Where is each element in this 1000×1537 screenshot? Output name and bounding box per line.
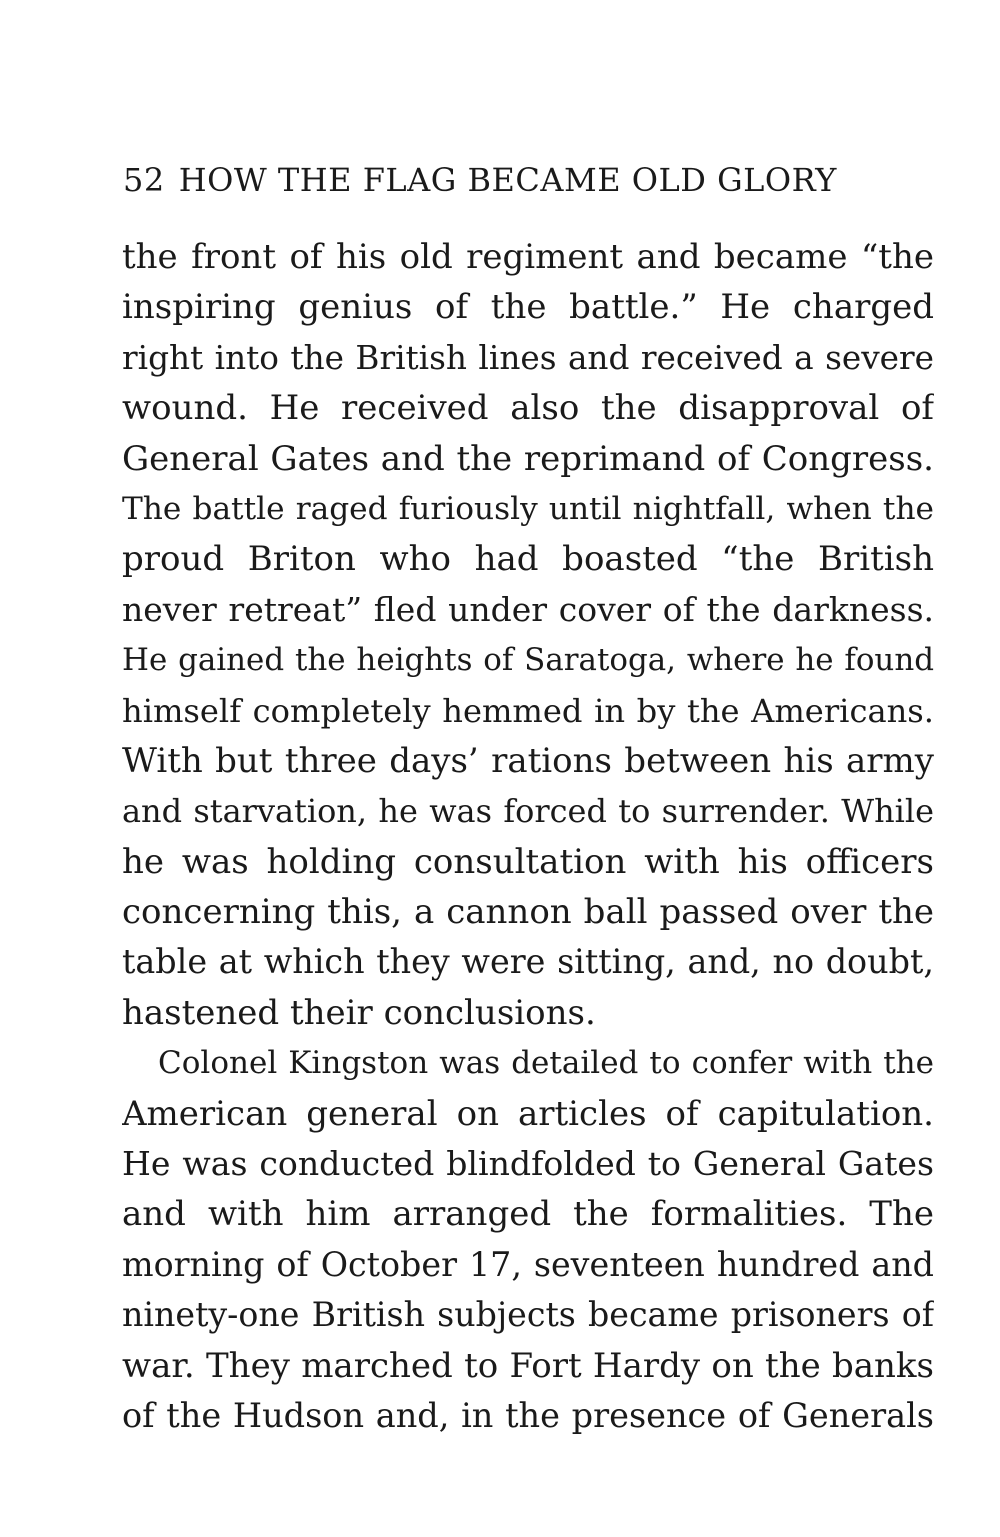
text-line: With but three days’ rations between his army — [122, 740, 934, 781]
text-line: hastened their conclusions. — [122, 992, 596, 1033]
running-title: HOW THE FLAG BECAME OLD GLORY — [178, 161, 837, 199]
text-line: He gained the heights of Saratoga, where he found — [122, 642, 934, 679]
body-text — [122, 232, 934, 1441]
text-line: and starvation, he was forced to surrender. While — [122, 792, 934, 831]
text-line: the front of his old regiment and became “the — [122, 237, 934, 277]
text-line: General Gates and the reprimand of Congress. — [122, 438, 934, 479]
paragraph-1 — [122, 232, 934, 1038]
running-head — [123, 160, 923, 200]
text-line: American general on articles of capitulation. — [122, 1093, 934, 1134]
text-line: Colonel Kingston was detailed to confer with the — [158, 1045, 934, 1082]
text-line: proud Briton who had boasted “the British — [122, 539, 934, 580]
text-line: never retreat” fled under cover of the darkness. — [122, 589, 934, 629]
text-line: he was holding consultation with his officers — [122, 841, 934, 882]
text-line: war. They marched to Fort Hardy on the banks — [122, 1345, 934, 1386]
text-line: and with him arranged the formalities. The — [122, 1194, 934, 1235]
text-line: The battle raged furiously until nightfall, when the — [122, 490, 934, 527]
text-line: himself completely hemmed in by the Americans. — [122, 691, 934, 730]
text-line: of the Hudson and, in the presence of Generals — [122, 1395, 934, 1435]
text-line: ninety-one British subjects became prisoners of — [122, 1295, 934, 1335]
text-line: morning of October 17, seventeen hundred and — [122, 1244, 934, 1284]
text-line: table at which they were sitting, and, no doubt, — [122, 942, 934, 982]
text-line: concerning this, a cannon ball passed over the — [122, 892, 934, 933]
paragraph-2 — [122, 1038, 934, 1441]
text-line: He was conducted blindfolded to General Gates — [122, 1144, 934, 1184]
page-number: 52 — [123, 161, 165, 199]
text-line: right into the British lines and received a severe — [122, 338, 934, 377]
text-line: inspiring genius of the battle.” He charged — [122, 287, 934, 328]
text-line: wound. He received also the disapproval of — [122, 388, 934, 429]
